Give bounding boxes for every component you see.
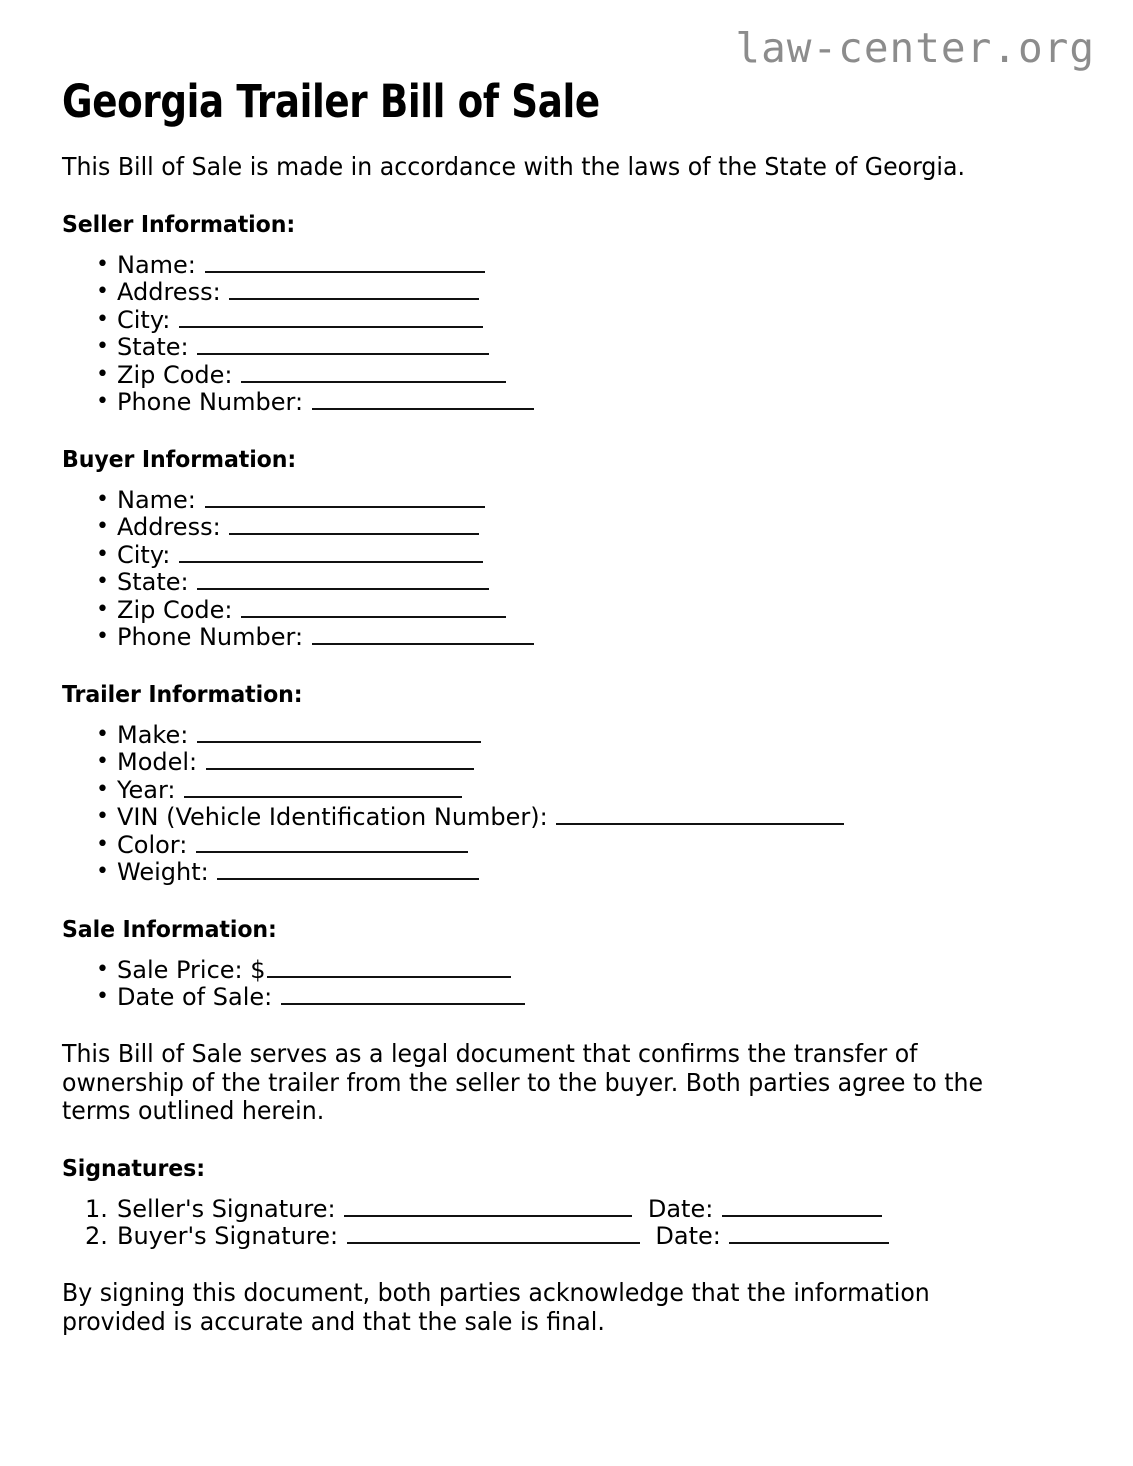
section-heading-buyer: Buyer Information: (62, 446, 297, 473)
field-blank-line[interactable] (312, 391, 534, 410)
field-blank-line[interactable] (229, 516, 479, 535)
field-label: Year: (117, 775, 176, 804)
buyer-field-list (62, 473, 1071, 652)
field-row (62, 749, 1071, 777)
field-blank-line[interactable] (196, 834, 468, 853)
field-blank-line[interactable] (217, 861, 479, 880)
signature-date-label: Date: (647, 1194, 714, 1223)
field-label: Make: (117, 720, 189, 749)
field-blank-line[interactable] (312, 626, 534, 645)
field-label: Address: (117, 278, 221, 307)
field-blank-line[interactable] (241, 599, 506, 618)
field-row (62, 832, 1071, 860)
signature-date-label: Date: (655, 1222, 721, 1251)
field-label: Address: (117, 513, 221, 542)
field-row (62, 624, 1071, 652)
field-label: Phone Number: (117, 388, 304, 417)
field-blank-line[interactable] (241, 364, 506, 383)
signature-date-blank-line[interactable] (722, 1198, 882, 1217)
field-blank-line[interactable] (184, 779, 462, 798)
field-blank-line[interactable] (229, 281, 479, 300)
field-label: Weight: (117, 858, 209, 887)
field-row (62, 542, 1071, 570)
field-row (62, 362, 1071, 390)
field-row (62, 307, 1071, 335)
field-blank-line[interactable] (179, 544, 483, 563)
site-watermark: law-center.org (735, 24, 1095, 72)
signature-list (62, 1182, 1071, 1251)
field-row (62, 859, 1071, 887)
signature-label: Seller's Signature: (117, 1194, 336, 1223)
signature-blank-line[interactable] (344, 1198, 632, 1217)
section-heading-sale: Sale Information: (62, 916, 277, 943)
field-label: VIN (Vehicle Identification Number): (117, 803, 548, 832)
field-blank-line[interactable] (179, 309, 483, 328)
signature-row (62, 1223, 1071, 1251)
field-row (62, 569, 1071, 597)
page-title: Georgia Trailer Bill of Sale (62, 75, 600, 128)
field-blank-line[interactable] (206, 751, 474, 770)
field-row (62, 514, 1071, 542)
field-label: City: (117, 305, 171, 334)
field-label: Phone Number: (117, 623, 304, 652)
field-label: Name: (117, 485, 196, 514)
field-row (62, 334, 1071, 362)
signature-date-blank-line[interactable] (729, 1225, 889, 1244)
signature-label: Buyer's Signature: (117, 1222, 339, 1251)
field-label: Color: (117, 830, 188, 859)
section-heading-trailer: Trailer Information: (62, 681, 303, 708)
seller-field-list (62, 238, 1071, 417)
sale-field-list (62, 943, 1071, 1012)
field-row (62, 722, 1071, 750)
field-label: Model: (117, 748, 198, 777)
field-row (62, 597, 1071, 625)
field-blank-line[interactable] (205, 254, 485, 273)
field-row (62, 487, 1071, 515)
field-row (62, 777, 1071, 805)
intro-paragraph: This Bill of Sale is made in accordance with the laws of the State of Georgia. (62, 152, 965, 182)
field-row (62, 252, 1071, 280)
field-blank-line[interactable] (267, 959, 511, 978)
field-blank-line[interactable] (197, 571, 489, 590)
closing-paragraph: By signing this document, both parties acknowledge that the information provided is accurate and that the sale is final. (62, 1277, 930, 1336)
field-label: Sale Price: $ (117, 955, 266, 984)
field-row (62, 957, 1071, 985)
field-row (62, 389, 1071, 417)
field-label: Name: (117, 250, 196, 279)
section-heading-seller: Seller Information: (62, 211, 296, 238)
field-row (62, 279, 1071, 307)
field-label: State: (117, 333, 189, 362)
signature-blank-line[interactable] (347, 1225, 640, 1244)
section-heading-signatures: Signatures: (62, 1155, 205, 1182)
field-label: State: (117, 568, 189, 597)
field-blank-line[interactable] (205, 489, 485, 508)
field-label: Date of Sale: (117, 983, 273, 1012)
field-label: Zip Code: (117, 360, 233, 389)
signature-row (62, 1196, 1071, 1224)
field-blank-line[interactable] (197, 724, 481, 743)
field-row (62, 984, 1071, 1012)
field-label: City: (117, 540, 171, 569)
field-label: Zip Code: (117, 595, 233, 624)
trailer-field-list (62, 708, 1071, 887)
transfer-paragraph: This Bill of Sale serves as a legal document that confirms the transfer of ownership of the trailer from the seller to the buyer. Both parties agree to the terms outlined herein. (62, 1038, 984, 1126)
field-row (62, 804, 1071, 832)
field-blank-line[interactable] (556, 806, 844, 825)
field-blank-line[interactable] (197, 336, 489, 355)
field-blank-line[interactable] (281, 986, 525, 1005)
